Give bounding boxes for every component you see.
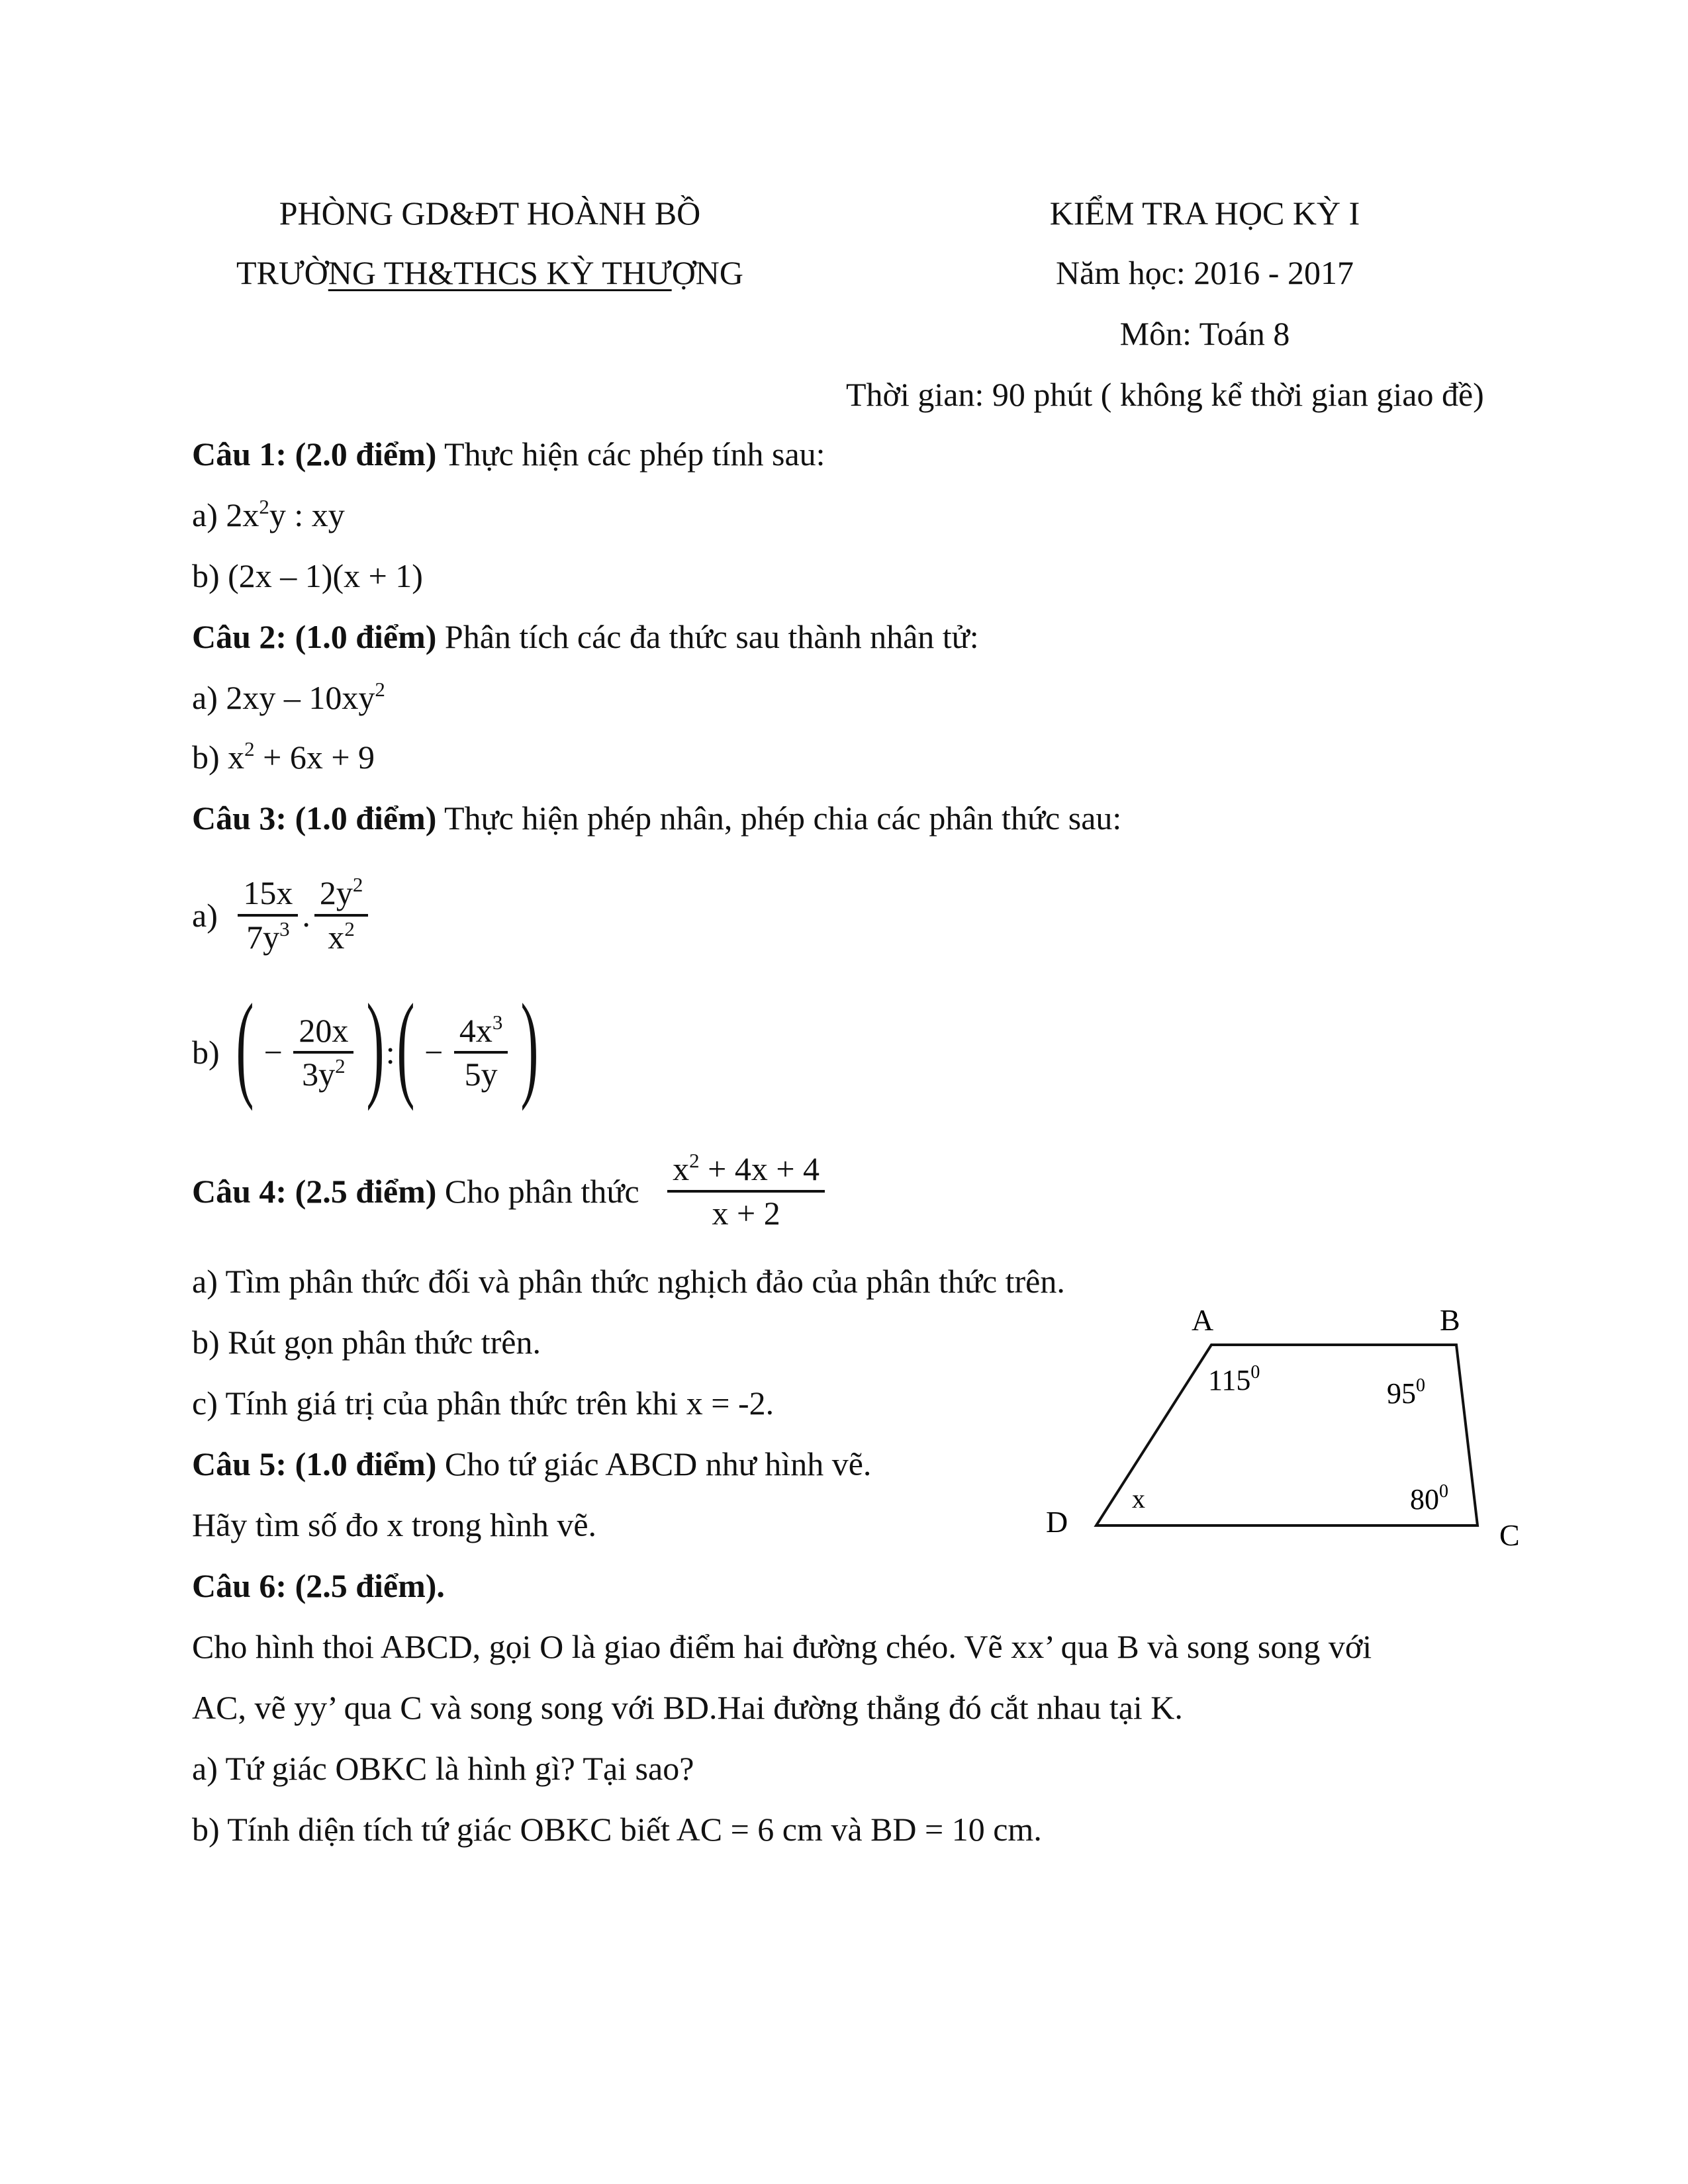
den-sup: 3 bbox=[279, 917, 290, 940]
question-2b-sup: 2 bbox=[244, 737, 255, 761]
question-4c: c) Tính giá trị của phân thức trên khi x = -2. bbox=[192, 1385, 774, 1422]
num-sup: 3 bbox=[492, 1010, 503, 1034]
quadrilateral-figure bbox=[1033, 1297, 1536, 1555]
fraction-denominator: 5y bbox=[464, 1056, 498, 1093]
school-year: Năm học: 2016 - 2017 bbox=[1056, 254, 1354, 291]
angle-d-label: x bbox=[1132, 1484, 1145, 1514]
question-3b bbox=[192, 979, 540, 1112]
school-department: PHÒNG GD&ĐT HOÀNH BỒ bbox=[279, 195, 701, 232]
den-sup: 2 bbox=[335, 1054, 346, 1078]
close-paren: ) bbox=[366, 979, 385, 1111]
question-2b-pre: b) x bbox=[192, 739, 245, 776]
fraction-denominator: x + 2 bbox=[712, 1194, 780, 1232]
question-1a bbox=[192, 495, 345, 535]
question-2b bbox=[192, 737, 375, 777]
fraction-numerator bbox=[454, 1010, 508, 1054]
question-6b: b) Tính diện tích tứ giác OBKC biết AC = 6 cm và BD = 10 cm. bbox=[192, 1811, 1042, 1848]
question-1a-pre: a) 2x bbox=[192, 496, 259, 533]
question-3-title: Câu 3: (1.0 điểm) bbox=[192, 799, 437, 837]
question-4-heading bbox=[192, 1148, 827, 1234]
angle-a-label bbox=[1208, 1362, 1260, 1396]
num-base: 4x bbox=[459, 1011, 492, 1049]
question-2-heading bbox=[192, 617, 979, 657]
fraction-20x-3y2 bbox=[293, 1010, 353, 1095]
vertex-label-b: B bbox=[1440, 1303, 1460, 1337]
minus-sign: − bbox=[263, 1034, 283, 1071]
question-2a-pre: a) 2xy – 10xy bbox=[192, 679, 375, 716]
subject: Môn: Toán 8 bbox=[1119, 315, 1290, 352]
den-sup: 2 bbox=[344, 917, 355, 940]
question-4-label bbox=[192, 1171, 639, 1211]
angle-a-degree: 0 bbox=[1250, 1362, 1260, 1383]
question-1-heading bbox=[192, 434, 825, 474]
fraction-15x-7y3 bbox=[238, 872, 298, 958]
fraction-2y2-x2 bbox=[314, 872, 369, 958]
fraction-numerator: 20x bbox=[293, 1010, 353, 1054]
fraction-denominator bbox=[314, 917, 369, 958]
minus-sign: − bbox=[424, 1034, 444, 1071]
question-2-title: Câu 2: (1.0 điểm) bbox=[192, 618, 437, 655]
question-2b-post: + 6x + 9 bbox=[254, 739, 375, 776]
exam-title: KIỂM TRA HỌC KỲ I bbox=[1049, 195, 1360, 232]
school-name-underlined: NG TH&THCS KỲ THƯ bbox=[328, 254, 672, 291]
school-name-post: ỢNG bbox=[671, 254, 744, 291]
question-6-line2: AC, vẽ yy’ qua C và song song với BD.Hai đường thẳng đó cắt nhau tại K. bbox=[192, 1689, 1183, 1726]
question-1-text: Thực hiện các phép tính sau: bbox=[436, 435, 825, 473]
question-3a-label: a) bbox=[192, 896, 218, 934]
num-sup: 2 bbox=[352, 873, 363, 897]
question-6-line1: Cho hình thoi ABCD, gọi O là giao điểm hai đường chéo. Vẽ xx’ qua B và song song với bbox=[192, 1628, 1372, 1665]
exam-duration: Thời gian: 90 phút ( không kể thời gian giao đề) bbox=[846, 376, 1484, 413]
question-4a: a) Tìm phân thức đối và phân thức nghịch đảo của phân thức trên. bbox=[192, 1263, 1065, 1300]
question-3-text: Thực hiện phép nhân, phép chia các phân thức sau: bbox=[436, 799, 1122, 837]
question-2a bbox=[192, 678, 385, 717]
school-name-pre: TRƯỜ bbox=[236, 254, 328, 291]
vertex-label-d: D bbox=[1046, 1505, 1068, 1539]
multiply-dot: . bbox=[302, 896, 310, 934]
question-6-title: Câu 6: (2.5 điểm). bbox=[192, 1567, 445, 1604]
den-base: 3y bbox=[302, 1056, 336, 1093]
question-5-heading bbox=[192, 1444, 871, 1484]
question-5-line2: Hãy tìm số đo x trong hình vẽ. bbox=[192, 1506, 597, 1543]
school-name bbox=[139, 253, 841, 293]
num-base: 2y bbox=[319, 874, 353, 911]
fraction-numerator: 15x bbox=[238, 872, 298, 917]
open-paren: ( bbox=[236, 979, 254, 1111]
angle-c-degree: 0 bbox=[1439, 1481, 1448, 1502]
den-base: x bbox=[328, 918, 345, 956]
question-4-text: Cho phân thức bbox=[436, 1172, 639, 1210]
den-base: 7y bbox=[246, 918, 280, 956]
question-2-text: Phân tích các đa thức sau thành nhân tử: bbox=[436, 618, 979, 655]
divide-colon: : bbox=[385, 1034, 395, 1071]
num-post: + 4x + 4 bbox=[699, 1150, 820, 1187]
question-6-heading bbox=[192, 1566, 445, 1606]
angle-a-value: 115 bbox=[1208, 1364, 1251, 1396]
question-1-title: Câu 1: (2.0 điểm) bbox=[192, 435, 437, 473]
question-1a-sup: 2 bbox=[259, 495, 269, 519]
question-1a-post: y : xy bbox=[269, 496, 345, 533]
question-4b: b) Rút gọn phân thức trên. bbox=[192, 1324, 541, 1361]
fraction-numerator bbox=[314, 872, 369, 917]
angle-c-value: 80 bbox=[1410, 1483, 1439, 1516]
vertex-label-c: C bbox=[1499, 1518, 1520, 1552]
fraction-x2-4x-4 bbox=[667, 1148, 825, 1234]
question-3a bbox=[192, 872, 371, 958]
question-4-title: Câu 4: (2.5 điểm) bbox=[192, 1172, 437, 1210]
fraction-denominator bbox=[293, 1054, 353, 1095]
fraction-numerator bbox=[667, 1148, 825, 1193]
close-paren: ) bbox=[520, 979, 539, 1111]
open-paren: ( bbox=[397, 979, 415, 1111]
question-2a-sup: 2 bbox=[375, 678, 385, 702]
angle-b-degree: 0 bbox=[1416, 1375, 1425, 1396]
question-3b-label: b) bbox=[192, 1034, 220, 1071]
num-sup: 2 bbox=[689, 1149, 700, 1173]
question-6a: a) Tứ giác OBKC là hình gì? Tại sao? bbox=[192, 1750, 694, 1787]
angle-b-label bbox=[1387, 1375, 1425, 1410]
question-5-text: Cho tứ giác ABCD như hình vẽ. bbox=[436, 1445, 872, 1482]
angle-b-value: 95 bbox=[1387, 1377, 1416, 1410]
question-3-heading bbox=[192, 798, 1121, 838]
question-5-title: Câu 5: (1.0 điểm) bbox=[192, 1445, 437, 1482]
num-pre: x bbox=[673, 1150, 690, 1187]
vertex-label-a: A bbox=[1192, 1303, 1214, 1337]
angle-c-label bbox=[1410, 1481, 1448, 1516]
question-1b: b) (2x – 1)(x + 1) bbox=[192, 557, 423, 594]
fraction-denominator bbox=[238, 917, 298, 958]
fraction-4x3-5y bbox=[454, 1010, 508, 1095]
